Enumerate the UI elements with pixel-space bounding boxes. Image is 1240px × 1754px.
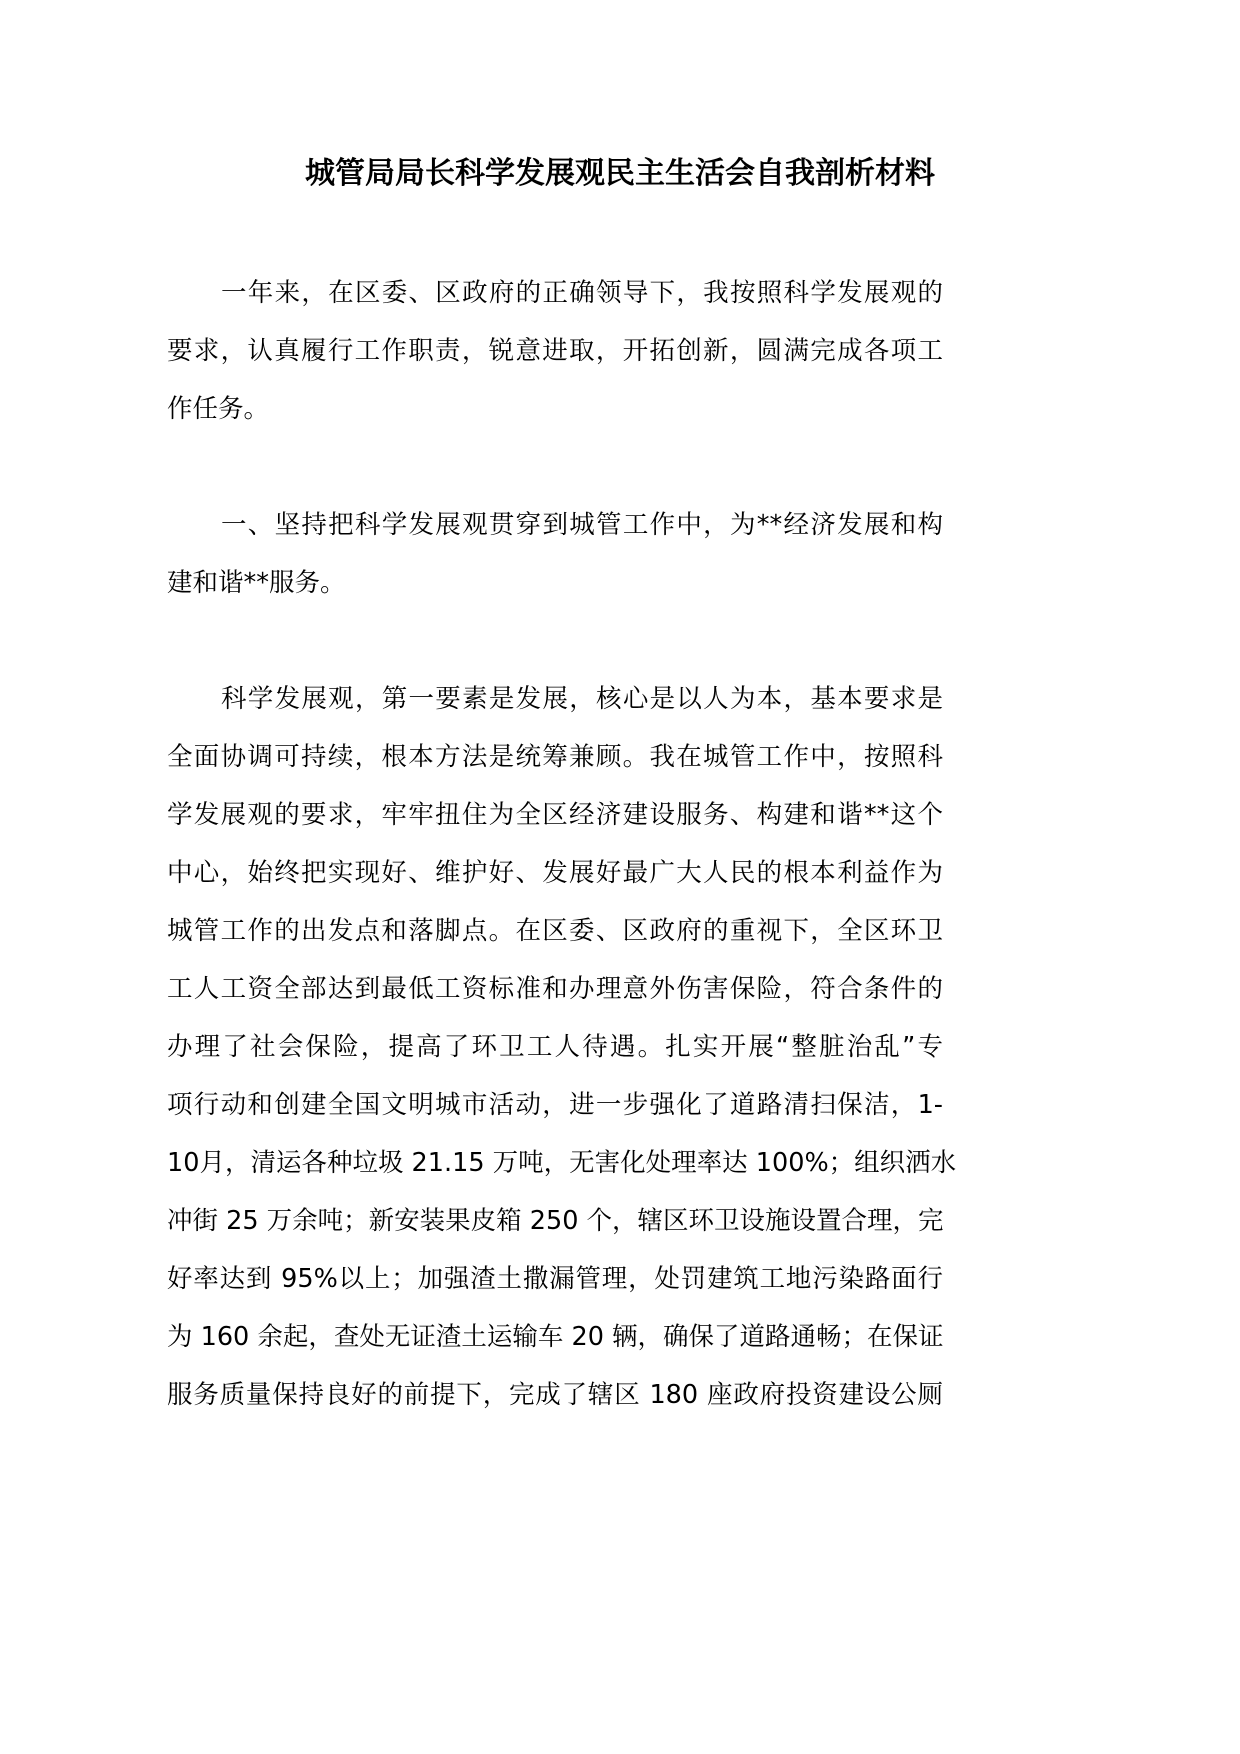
paragraph-3-line-3: 学发展观的要求，牢牢扭住为全区经济建设服务、构建和谐**这个	[167, 800, 943, 830]
paragraph-1-line-2: 要求，认真履行工作职责，锐意进取，开拓创新，圆满完成各项工	[167, 336, 943, 366]
paragraph-3-line-5: 城管工作的出发点和落脚点。在区委、区政府的重视下，全区环卫	[167, 916, 943, 946]
document-title: 城管局局长科学发展观民主生活会自我剖析材料	[305, 156, 935, 191]
paragraph-1-line-3: 作任务。	[167, 394, 270, 424]
paragraph-1-line-1: 一年来，在区委、区政府的正确领导下，我按照科学发展观的	[221, 278, 943, 308]
paragraph-3-line-9: 10月，清运各种垃圾 21.15 万吨，无害化处理率达 100%；组织洒水	[167, 1148, 957, 1178]
section-heading-1-line-2: 建和谐**服务。	[167, 568, 346, 598]
paragraph-3-line-7: 办理了社会保险，提高了环卫工人待遇。扎实开展“整脏治乱”专	[167, 1032, 943, 1062]
section-heading-1-line-1: 一、坚持把科学发展观贯穿到城管工作中，为**经济发展和构	[221, 510, 943, 540]
paragraph-3-line-4: 中心，始终把实现好、维护好、发展好最广大人民的根本利益作为	[167, 858, 943, 888]
paragraph-3-line-6: 工人工资全部达到最低工资标准和办理意外伤害保险，符合条件的	[167, 974, 943, 1004]
paragraph-3-line-12: 为 160 余起，查处无证渣土运输车 20 辆，确保了道路通畅；在保证	[167, 1322, 944, 1352]
paragraph-3-line-2: 全面协调可持续，根本方法是统筹兼顾。我在城管工作中，按照科	[167, 742, 943, 772]
paragraph-3-line-13: 服务质量保持良好的前提下，完成了辖区 180 座政府投资建设公厕	[167, 1380, 943, 1410]
paragraph-3-line-10: 冲街 25 万余吨；新安装果皮箱 250 个，辖区环卫设施设置合理，完	[167, 1206, 944, 1236]
paragraph-3-line-8: 项行动和创建全国文明城市活动，进一步强化了道路清扫保洁，1-	[167, 1090, 943, 1120]
paragraph-3-line-11: 好率达到 95%以上；加强渣土撒漏管理，处罚建筑工地污染路面行	[167, 1264, 943, 1294]
paragraph-3-line-1: 科学发展观，第一要素是发展，核心是以人为本，基本要求是	[221, 684, 943, 714]
